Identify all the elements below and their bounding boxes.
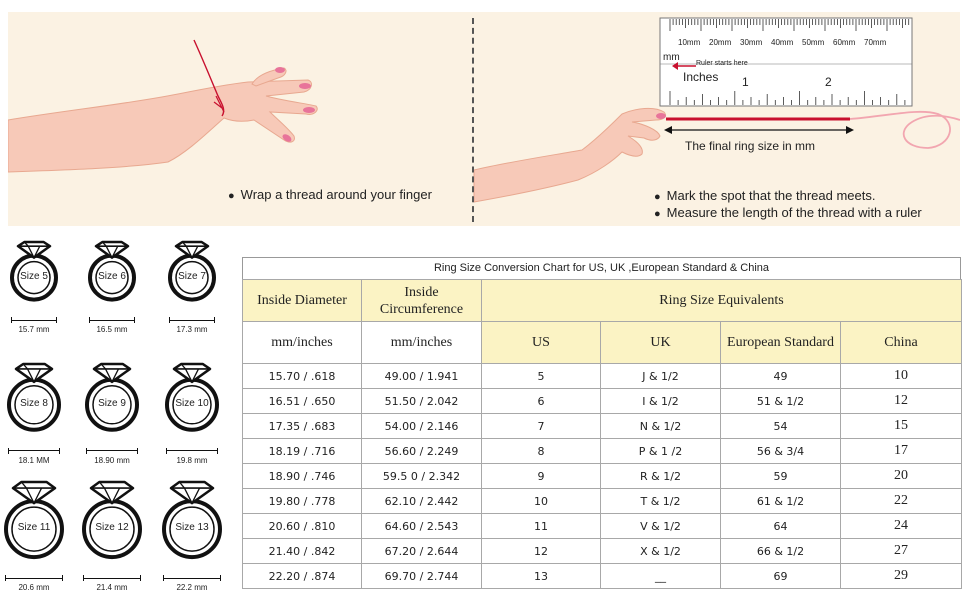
table-row <box>243 389 962 414</box>
table-row <box>243 464 962 489</box>
cell-circumference: 49.00 / 1.941 <box>362 364 482 389</box>
cell-circumference: 51.50 / 2.042 <box>362 389 482 414</box>
bullet-icon: ● <box>654 208 661 220</box>
cell-china: 22 <box>841 489 962 514</box>
ring-diameter-label: 18.90 mm <box>94 455 130 465</box>
cell-uk: J & 1/2 <box>601 364 721 389</box>
ring-icon <box>77 362 147 450</box>
measure-line <box>89 317 135 323</box>
cell-uk: R & 1/2 <box>601 464 721 489</box>
header-european: European Standard <box>721 322 841 364</box>
header-china: China <box>841 322 962 364</box>
header-circumference-unit: mm/inches <box>362 322 482 364</box>
ruler-mm-tick-label: 60mm <box>833 38 856 47</box>
cell-circumference: 64.60 / 2.543 <box>362 514 482 539</box>
ring-diameter-label: 16.5 mm <box>96 325 128 335</box>
ruler-start-label: Ruler starts here <box>696 60 748 67</box>
cell-circumference: 56.60 / 2.249 <box>362 439 482 464</box>
conversion-table <box>242 279 962 589</box>
cell-diameter: 20.60 / .810 <box>243 514 362 539</box>
ring-icon <box>74 480 150 577</box>
ruler-mm-tick-label: 30mm <box>740 38 763 47</box>
cell-circumference: 54.00 / 2.146 <box>362 414 482 439</box>
ruler-mm-unit: mm <box>663 52 680 63</box>
ring-icon <box>80 240 144 319</box>
header-ring-size-equivalents: Ring Size Equivalents <box>482 280 962 322</box>
measure-line <box>5 575 63 581</box>
cell-china: 17 <box>841 439 962 464</box>
cell-uk: I & 1/2 <box>601 389 721 414</box>
cell-uk: X & 1/2 <box>601 539 721 564</box>
step-mark-spot: ● Mark the spot that the thread meets. <box>654 188 876 203</box>
table-row <box>243 439 962 464</box>
cell-uk: V & 1/2 <box>601 514 721 539</box>
hand-illustration-right <box>474 108 666 202</box>
measure-line <box>8 448 60 454</box>
final-size-label: The final ring size in mm <box>685 139 816 153</box>
cell-us: 10 <box>482 489 601 514</box>
table-row <box>243 539 962 564</box>
cell-diameter: 16.51 / .650 <box>243 389 362 414</box>
ring-size-label: Size 6 <box>98 270 126 282</box>
cell-uk: N & 1/2 <box>601 414 721 439</box>
table-row <box>243 414 962 439</box>
ring-size-label: Size 10 <box>175 397 209 409</box>
chart-caption: Ring Size Conversion Chart for US, UK ,European Standard & China <box>242 257 961 279</box>
cell-european: 51 & 1/2 <box>721 389 841 414</box>
measure-line <box>166 448 218 454</box>
measure-line <box>163 575 221 581</box>
step-wrap-thread: ● Wrap a thread around your finger <box>228 187 432 202</box>
cell-china: 29 <box>841 564 962 589</box>
header-inside-diameter: Inside Diameter <box>243 280 362 322</box>
cell-us: 9 <box>482 464 601 489</box>
ring-diameter-label: 22.2 mm <box>176 583 208 593</box>
cell-us: 7 <box>482 414 601 439</box>
ring-size-label: Size 7 <box>178 270 206 282</box>
cell-european: 64 <box>721 514 841 539</box>
bullet-icon: ● <box>654 191 661 203</box>
cell-diameter: 18.19 / .716 <box>243 439 362 464</box>
ring-diameter-label: 18.1 MM <box>18 455 50 465</box>
cell-diameter: 21.40 / .842 <box>243 539 362 564</box>
cell-uk: __ <box>601 564 721 589</box>
ruler-inch-1: 1 <box>742 75 749 89</box>
cell-diameter: 15.70 / .618 <box>243 364 362 389</box>
cell-diameter: 17.35 / .683 <box>243 414 362 439</box>
measure-line <box>169 317 215 323</box>
cell-us: 11 <box>482 514 601 539</box>
ring-diameter-label: 15.7 mm <box>18 325 50 335</box>
ring-icon <box>157 362 227 450</box>
cell-china: 12 <box>841 389 962 414</box>
cell-circumference: 69.70 / 2.744 <box>362 564 482 589</box>
ring-icon <box>0 480 72 577</box>
ruler-mm-tick-label: 70mm <box>864 38 887 47</box>
ruler-mm-tick-label: 10mm <box>678 38 701 47</box>
measure-arrow <box>664 126 854 134</box>
ring-size-chart <box>242 257 961 589</box>
cell-european: 54 <box>721 414 841 439</box>
header-inside-circumference: Inside Circumference <box>362 280 482 322</box>
cell-us: 6 <box>482 389 601 414</box>
header-uk: UK <box>601 322 721 364</box>
ruler-mm-tick-label: 20mm <box>709 38 732 47</box>
ring-size-label: Size 12 <box>95 522 129 534</box>
cell-us: 8 <box>482 439 601 464</box>
ring-size-label: Size 9 <box>98 397 126 409</box>
ring-icon <box>2 240 66 319</box>
cell-us: 13 <box>482 564 601 589</box>
table-body <box>243 364 962 589</box>
header-us: US <box>482 322 601 364</box>
ring-icon <box>154 480 230 577</box>
ring-diameter-label: 19.8 mm <box>176 455 208 465</box>
ring-diameter-label: 17.3 mm <box>176 325 208 335</box>
ruler-mm-tick-label: 50mm <box>802 38 825 47</box>
cell-european: 59 <box>721 464 841 489</box>
cell-european: 66 & 1/2 <box>721 539 841 564</box>
ring-size-label: Size 13 <box>175 522 209 534</box>
cell-circumference: 62.10 / 2.442 <box>362 489 482 514</box>
measure-line <box>86 448 138 454</box>
hand-illustration-left <box>8 40 317 172</box>
cell-european: 49 <box>721 364 841 389</box>
cell-diameter: 22.20 / .874 <box>243 564 362 589</box>
bullet-icon: ● <box>228 190 235 202</box>
ring-size-label: Size 11 <box>17 522 51 534</box>
ring-diameter-label: 21.4 mm <box>96 583 128 593</box>
instruction-banner <box>8 12 960 226</box>
ring-size-icons <box>0 240 236 600</box>
step-measure-thread: ● Measure the length of the thread with a ruler <box>654 205 922 220</box>
ruler-inches-label: Inches <box>683 70 719 84</box>
banner-divider <box>472 18 474 222</box>
header-diameter-unit: mm/inches <box>243 322 362 364</box>
cell-uk: P & 1 /2 <box>601 439 721 464</box>
cell-china: 20 <box>841 464 962 489</box>
ruler-mm-tick-label: 40mm <box>771 38 794 47</box>
table-row <box>243 364 962 389</box>
cell-diameter: 19.80 / .778 <box>243 489 362 514</box>
cell-china: 15 <box>841 414 962 439</box>
ring-icon <box>0 362 69 450</box>
table-row <box>243 514 962 539</box>
cell-circumference: 67.20 / 2.644 <box>362 539 482 564</box>
cell-china: 27 <box>841 539 962 564</box>
cell-us: 5 <box>482 364 601 389</box>
table-row <box>243 564 962 589</box>
cell-us: 12 <box>482 539 601 564</box>
cell-china: 24 <box>841 514 962 539</box>
cell-european: 69 <box>721 564 841 589</box>
cell-circumference: 59.5 0 / 2.342 <box>362 464 482 489</box>
ruler-inch-2: 2 <box>825 75 832 89</box>
ring-size-label: Size 5 <box>20 270 48 282</box>
measure-line <box>83 575 141 581</box>
cell-uk: T & 1/2 <box>601 489 721 514</box>
ring-diameter-label: 20.6 mm <box>18 583 50 593</box>
ring-icon <box>160 240 224 319</box>
ring-size-label: Size 8 <box>20 397 48 409</box>
table-row <box>243 489 962 514</box>
cell-china: 10 <box>841 364 962 389</box>
cell-european: 56 & 3/4 <box>721 439 841 464</box>
cell-diameter: 18.90 / .746 <box>243 464 362 489</box>
measure-line <box>11 317 57 323</box>
cell-european: 61 & 1/2 <box>721 489 841 514</box>
